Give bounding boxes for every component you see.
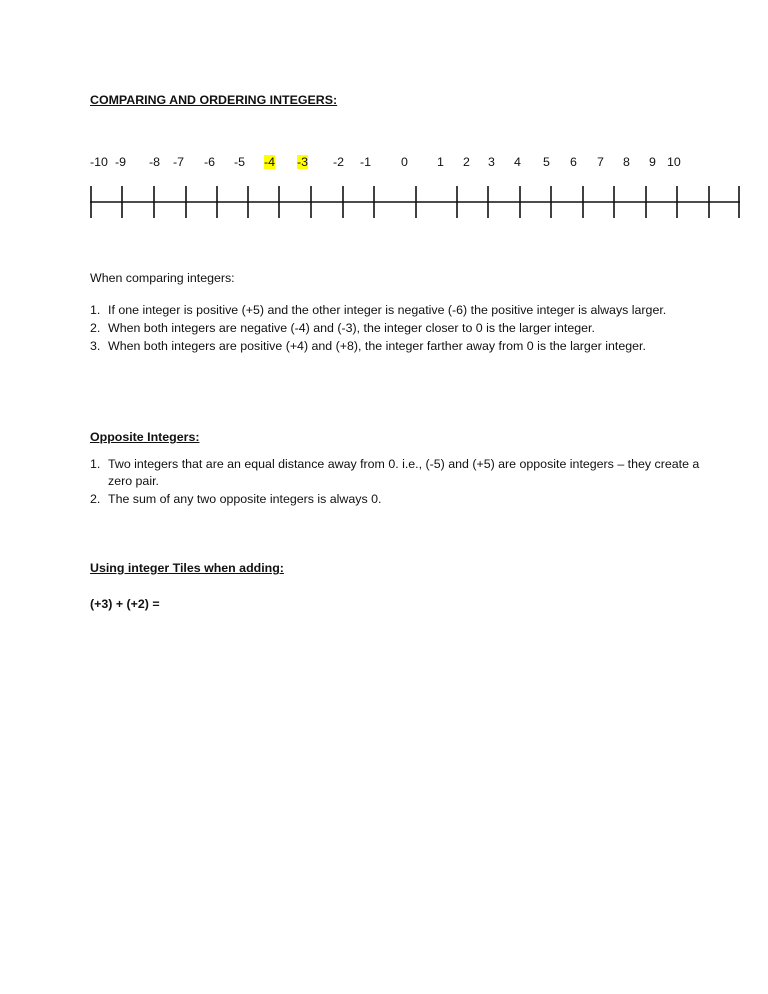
comparing-intro: When comparing integers:: [90, 271, 235, 285]
number-label: -6: [204, 155, 216, 169]
number-label: -2: [333, 155, 345, 169]
page-title: COMPARING AND ORDERING INTEGERS:: [90, 93, 338, 107]
list-item: [90, 320, 700, 337]
list-text: The sum of any two opposite integers is always 0.: [108, 492, 382, 506]
number-label: 0: [401, 155, 408, 169]
number-label: 3: [488, 155, 495, 169]
number-label: -7: [173, 155, 185, 169]
number-label: 10: [667, 155, 681, 169]
number-label: 7: [597, 155, 604, 169]
list-text: If one integer is positive (+5) and the other integer is negative (-6) the positive integer is always larger.: [108, 303, 667, 317]
list-item: [90, 456, 700, 490]
integer-tiles-heading: Using integer Tiles when adding:: [90, 561, 284, 575]
number-label: -9: [115, 155, 127, 169]
list-text: When both integers are negative (-4) and (-3), the integer closer to 0 is the larger integer.: [108, 321, 595, 335]
number-label: -4: [264, 155, 276, 169]
number-label: 5: [543, 155, 550, 169]
number-label: -1: [360, 155, 372, 169]
list-item: [90, 491, 700, 508]
number-label: 8: [623, 155, 630, 169]
number-label: 1: [437, 155, 444, 169]
list-number: 1.: [90, 303, 101, 317]
number-label: -3: [297, 155, 309, 169]
list-number: 2.: [90, 492, 101, 506]
number-label: -10: [90, 155, 108, 169]
list-number: 3.: [90, 339, 101, 353]
number-label: 6: [570, 155, 577, 169]
opposite-integers-heading: Opposite Integers:: [90, 430, 200, 444]
list-item: [90, 338, 700, 355]
opposite-rules-list: [90, 456, 700, 509]
list-number: 1.: [90, 457, 101, 471]
number-label: 2: [463, 155, 470, 169]
list-item: [90, 302, 700, 319]
number-label: 4: [514, 155, 521, 169]
number-label: -8: [149, 155, 161, 169]
number-label: -5: [234, 155, 246, 169]
tiles-expression: (+3) + (+2) =: [90, 597, 160, 611]
comparing-rules-list: [90, 302, 700, 356]
list-text: When both integers are positive (+4) and (+8), the integer farther away from 0 is the larger integer.: [108, 339, 646, 353]
list-text: Two integers that are an equal distance away from 0. i.e., (-5) and (+5) are opposite integers – they create a zero pair.: [108, 457, 700, 488]
number-label: 9: [649, 155, 656, 169]
list-number: 2.: [90, 321, 101, 335]
number-line: [0, 0, 768, 240]
